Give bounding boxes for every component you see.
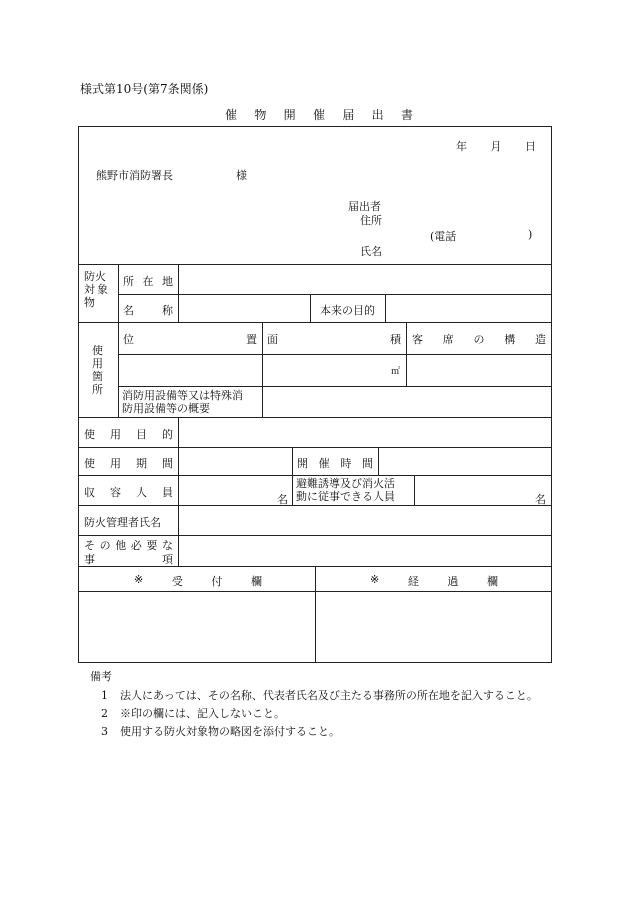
addressee-honorific: 様 [236,169,247,182]
frame-right [551,126,552,663]
area-unit: ㎡ [391,367,401,377]
other-label-line2: 事 項 [84,553,173,566]
progress-header: ※ 経 過 欄 [370,573,498,588]
evacuation-unit: 名 [535,493,546,506]
original-purpose-label: 本来の目的 [320,304,375,317]
location-label: 所 在 地 [123,275,173,288]
equipment-label: 消防用設備等又は特殊消 防用設備等の概要 [122,389,243,415]
reception-header: ※ 受 付 欄 [134,573,262,588]
period-label: 使 用 期 間 [84,457,173,470]
capacity-label: 収 容 人 員 [84,486,173,499]
frame-top [78,126,552,127]
capacity-unit: 名 [277,493,288,506]
name-label: 氏名 [360,245,382,258]
purpose-label: 使 用 目 的 [84,428,173,441]
seating-label: 客 席 の 構 造 [412,333,546,346]
notes-heading: 備考 [90,670,112,683]
form-number: 様式第10号(第7条関係) [80,82,209,96]
fire-object-label: 防火 対象 物 [84,270,110,309]
position-label: 位 置 [123,333,257,346]
note-1: 1 法人にあっては、その名称、代表者氏名及び主たる事務所の所在地を記入すること。 [101,689,538,702]
facility-name-label: 名 称 [123,304,173,317]
hours-label: 開 催 時 間 [297,457,373,470]
applicant-label: 届出者 [348,200,381,213]
addressee-name: 熊野市消防署長 [96,169,173,182]
frame-left [78,126,79,663]
evacuation-label: 避難誘導及び消火活 動に従事できる人員 [296,477,395,503]
fire-manager-label: 防火管理者氏名 [84,516,161,529]
area-label: 面 積 [267,333,401,346]
phone-open: (電話 [430,230,457,243]
form-title: 催 物 開 催 届 出 書 [225,108,413,122]
phone-close: ) [528,228,533,241]
usage-place-label: 使 用 箇 所 [92,344,103,396]
other-label-line1: そ の 他 必 要 な [84,539,173,552]
date-labels: 年 月 日 [456,140,536,153]
address-label: 住所 [360,214,382,227]
note-3: 3 使用する防火対象物の略図を添付すること。 [101,725,340,738]
note-2: 2 ※印の欄には、記入しないこと。 [101,707,285,720]
